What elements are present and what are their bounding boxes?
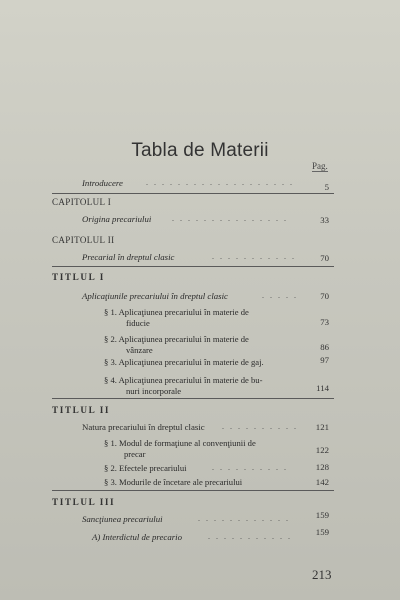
page-ref: 5: [324, 182, 329, 192]
toc-entry-natura: Natura precariului în dreptul clasic: [82, 422, 205, 432]
toc-entry-aplicatiunile: Aplicaţiunile precariului în dreptul clasic: [82, 291, 228, 301]
toc-subentry: § 2. Aplicaţiunea precariului în materie de: [104, 334, 249, 344]
toc-subentry-cont: nuri incorporale: [126, 386, 182, 396]
page-number: 213: [312, 567, 332, 582]
section-rule: [52, 266, 334, 267]
page-ref: 159: [315, 527, 329, 537]
page-ref: 33: [320, 215, 329, 225]
toc-entry-introducere: Introducere: [82, 178, 123, 188]
dot-leader: . . . . . . . . . . . .: [198, 514, 290, 523]
dot-leader: . . . . . . . . . . .: [212, 252, 296, 261]
dot-leader: . . . . . . . . . .: [222, 422, 298, 431]
title-heading-2: TITLUL II: [52, 405, 111, 415]
toc-subentry: § 3. Aplicaţiunea precariului în materie de gaj.: [104, 357, 264, 367]
page-ref: 142: [315, 477, 329, 487]
toc-subentry-cont: vânzare: [126, 345, 153, 355]
toc-entry-precarial: Precarial în dreptul clasic: [82, 252, 175, 262]
toc-subentry-cont: precar: [124, 449, 146, 459]
dot-leader: . . . . . . . . . . . . . . .: [172, 214, 288, 223]
dot-leader: . . . . . . . . . . . . . . . . . . .: [146, 178, 294, 187]
toc-entry-sanctiunea: Sancţiunea precariului: [82, 514, 163, 524]
chapter-heading-1: CAPITOLUL I: [52, 197, 112, 207]
toc-subentry: § 2. Efectele precariului: [104, 463, 187, 473]
page-column-label: Pag.: [312, 161, 328, 171]
toc-subentry: § 3. Modurile de încetare ale precariului: [104, 477, 243, 487]
page-ref: 159: [315, 510, 329, 520]
title-heading-1: TITLUL I: [52, 272, 105, 282]
toc-subentry: § 4. Aplicaţiunea precariului în materie de bu-: [104, 375, 263, 385]
chapter-heading-2: CAPITOLUL II: [52, 235, 115, 245]
page-ref: 70: [320, 253, 329, 263]
page-ref: 73: [320, 317, 329, 327]
page-ref: 114: [316, 383, 329, 393]
page-ref: 128: [315, 462, 329, 472]
page-ref: 122: [315, 445, 329, 455]
page-ref: 97: [320, 355, 329, 365]
section-rule: [52, 193, 334, 194]
title-heading-3: TITLUL III: [52, 497, 116, 507]
section-rule: [52, 490, 334, 491]
page-ref: 70: [320, 291, 329, 301]
toc-entry-origina: Origina precariului: [82, 214, 152, 224]
dot-leader: . . . . . . . . . .: [212, 463, 288, 472]
toc-entry-interdictul: A) Interdictul de precario: [92, 532, 182, 542]
page-ref: 121: [315, 422, 329, 432]
toc-title: Tabla de Materii: [131, 140, 269, 161]
dot-leader: . . . . . . . . . . .: [208, 532, 292, 541]
dot-leader: . . . . .: [262, 291, 298, 300]
toc-subentry: § 1. Modul de formaţiune al convenţiunii de: [104, 438, 256, 448]
toc-subentry-cont: fiducie: [126, 318, 150, 328]
page-ref: 86: [320, 342, 329, 352]
toc-subentry: § 1. Aplicaţiunea precariului în materie de: [104, 307, 249, 317]
section-rule: [52, 398, 334, 399]
